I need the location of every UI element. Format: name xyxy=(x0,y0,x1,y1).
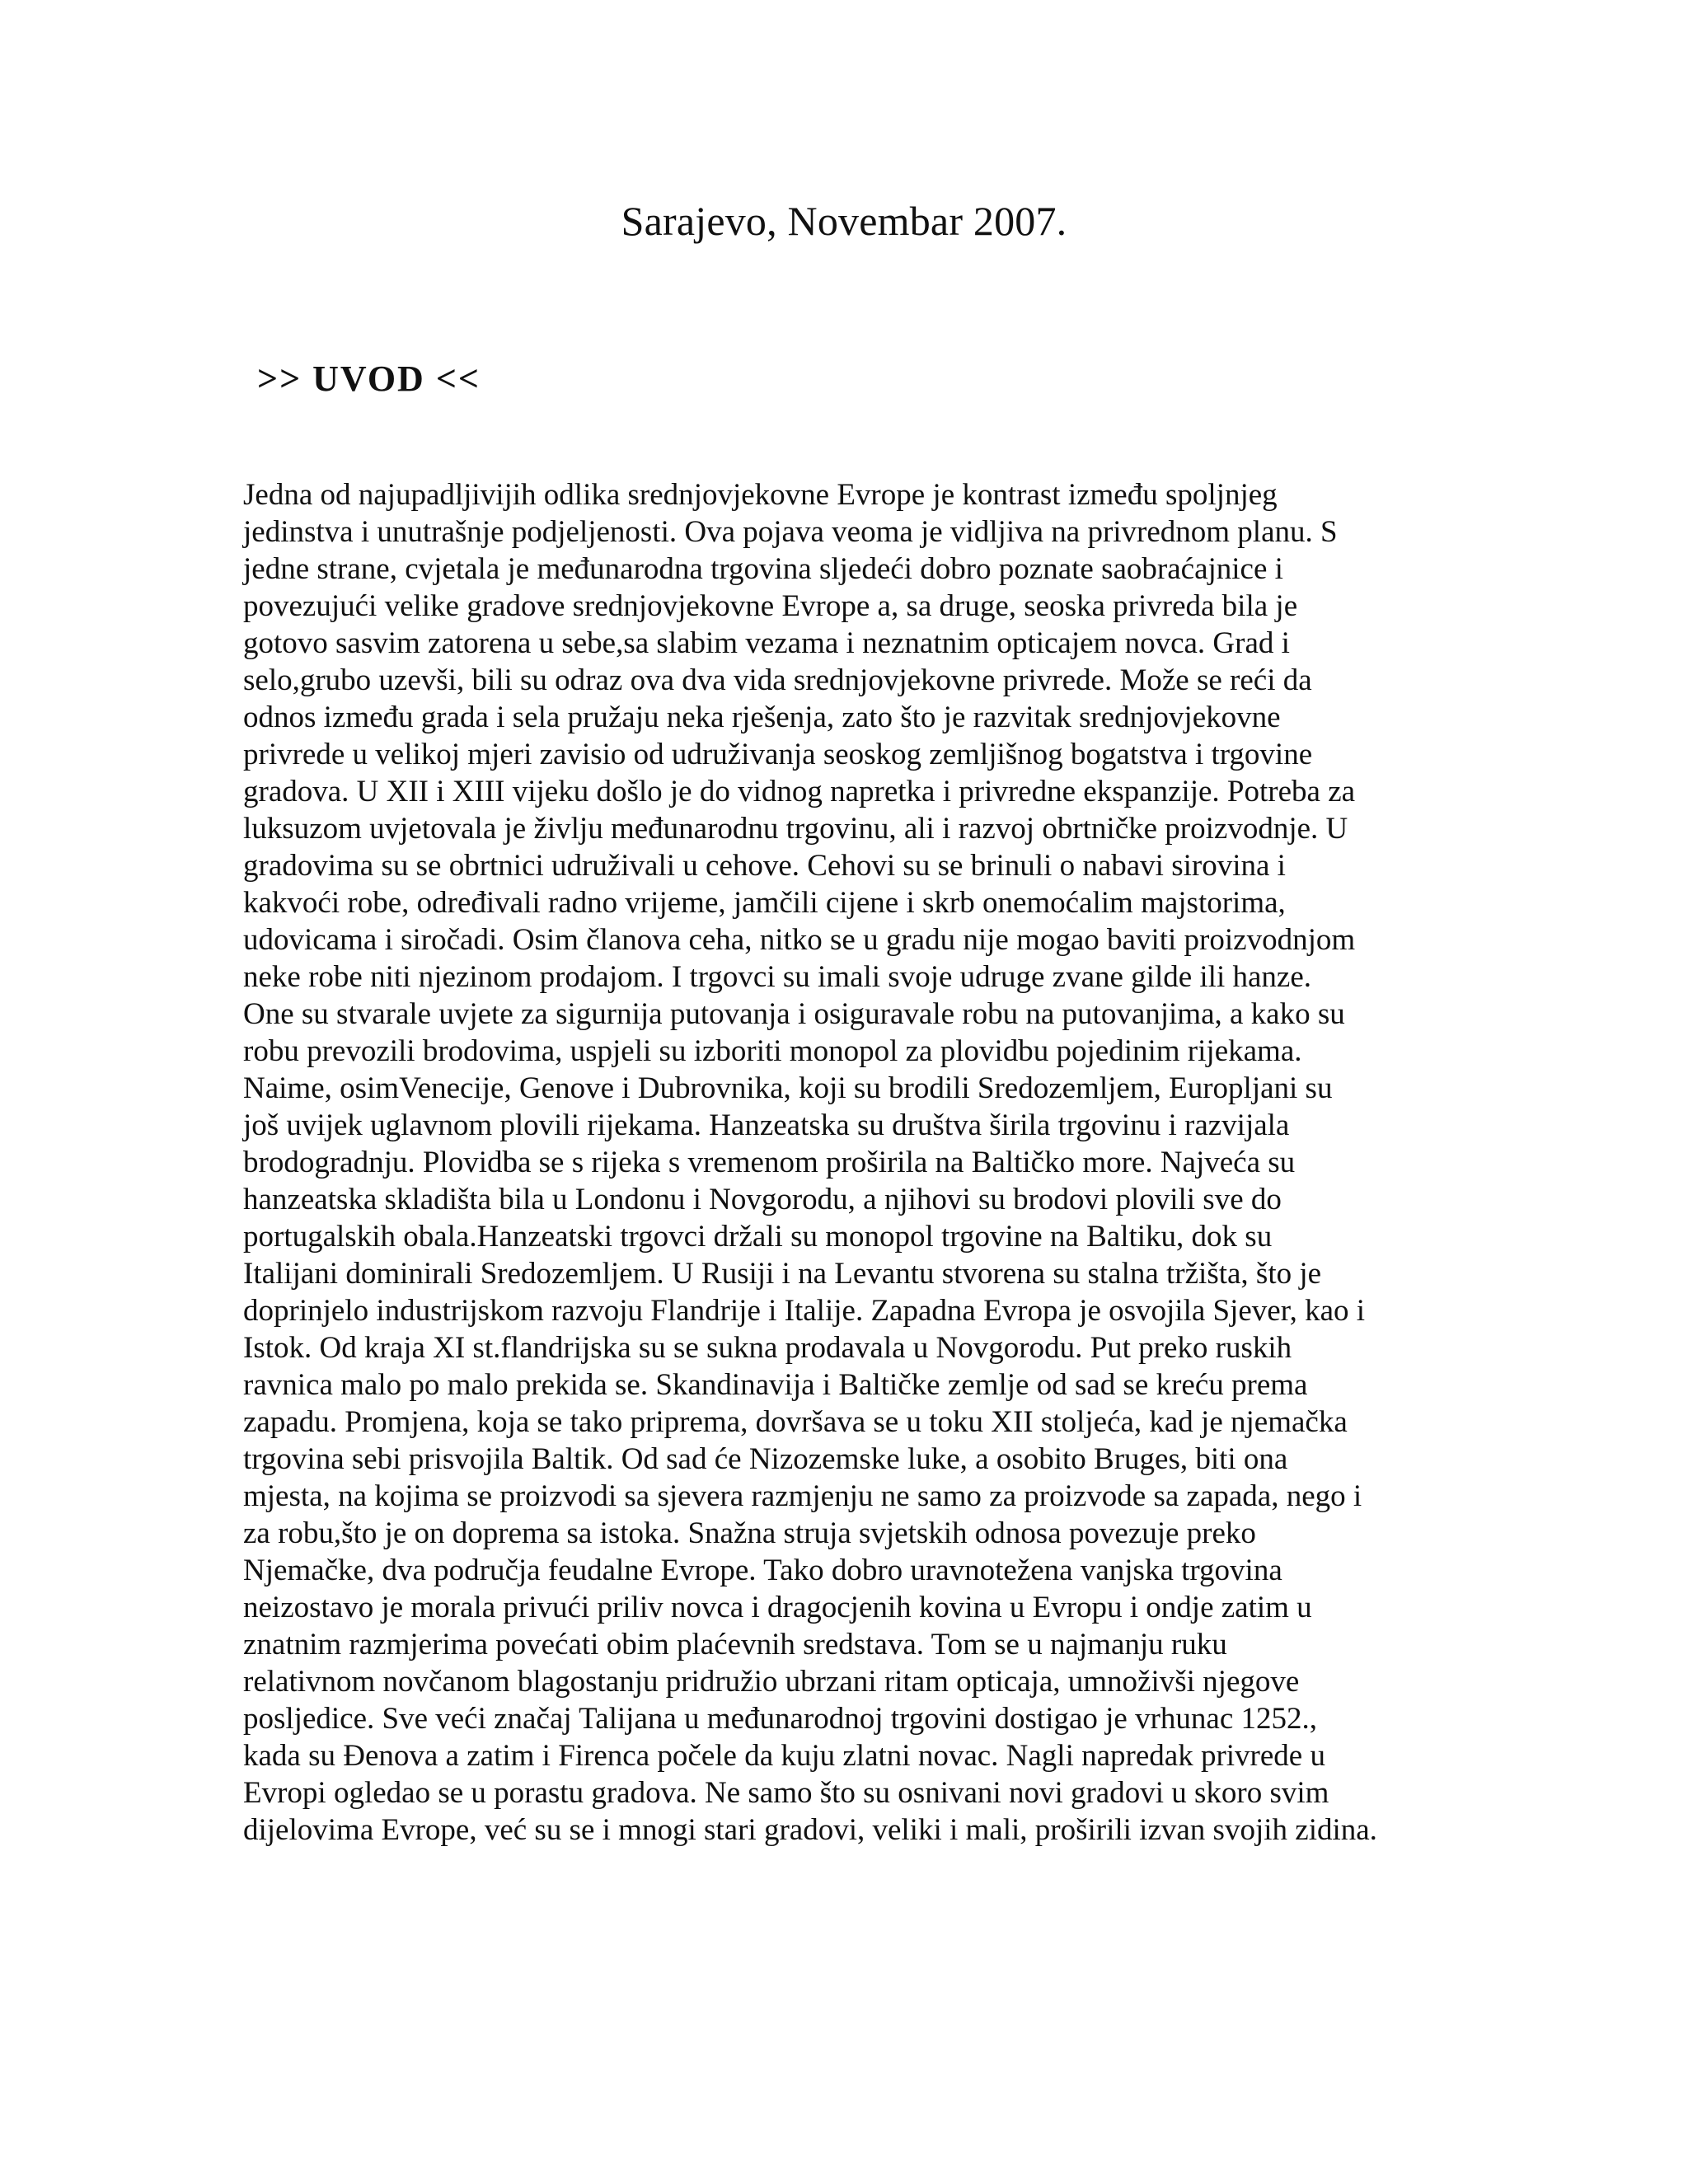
text-line: Jedna od najupadljivijih odlika srednjovjekovne Evrope je kontrast između spoljnjeg xyxy=(243,478,1278,512)
text-line: luksuzom uvjetovala je življu međunarodnu trgovinu, ali i razvoj obrtničke proizvodnje. U xyxy=(243,812,1348,846)
text-line: gotovo sasvim zatorena u sebe,sa slabim vezama i neznatnim opticajem novca. Grad i xyxy=(243,626,1290,660)
text-line: selo,grubo uzevši, bili su odraz ova dva vida srednjovjekovne privrede. Može se reći da xyxy=(243,663,1312,697)
text-line: ravnica malo po malo prekida se. Skandinavija i Baltičke zemlje od sad se kreću prema xyxy=(243,1368,1308,1402)
text-line: neizostavo je morala privući priliv novca i dragocjenih kovina u Evropu i ondje zatim u xyxy=(243,1591,1312,1624)
text-line: još uvijek uglavnom plovili rijekama. Hanzeatska su društva širila trgovinu i razvijala xyxy=(243,1108,1290,1142)
text-line: brodogradnju. Plovidba se s rijeka s vremenom proširila na Baltičko more. Najveća su xyxy=(243,1146,1296,1179)
text-line: dijelovima Evrope, već su se i mnogi stari gradovi, veliki i mali, proširili izvan svojih zidina. xyxy=(243,1813,1377,1847)
text-line: udovicama i siročadi. Osim članova ceha, nitko se u gradu nije mogao baviti proizvodnjom xyxy=(243,923,1356,957)
text-line: hanzeatska skladišta bila u Londonu i Novgorodu, a njihovi su brodovi plovili sve do xyxy=(243,1183,1282,1216)
text-line: odnos između grada i sela pružaju neka rješenja, zato što je razvitak srednjovjekovne xyxy=(243,701,1281,734)
text-line: zapadu. Promjena, koja se tako priprema, dovršava se u toku XII stoljeća, kad je njemačka xyxy=(243,1405,1348,1439)
text-line: trgovina sebi prisvojila Baltik. Od sad će Nizozemske luke, a osobito Bruges, biti ona xyxy=(243,1442,1288,1476)
text-line: neke robe niti njezinom prodajom. I trgovci su imali svoje udruge zvane gilde ili hanze. xyxy=(243,960,1312,994)
text-line: znatnim razmjerima povećati obim plaćevnih sredstava. Tom se u najmanju ruku xyxy=(243,1628,1227,1661)
text-line: za robu,što je on doprema sa istoka. Snažna struja svjetskih odnosa povezuje preko xyxy=(243,1516,1256,1550)
date-line: Sarajevo, Novembar 2007. xyxy=(621,198,1067,244)
text-line: privrede u velikoj mjeri zavisio od udruživanja seoskog zemljišnog bogatstva i trgovine xyxy=(243,738,1313,771)
text-line: Naime, osimVenecije, Genove i Dubrovnika, koji su brodili Sredozemljem, Europljani su xyxy=(243,1071,1333,1105)
text-line: gradovima su se obrtnici udruživali u cehove. Cehovi su se brinuli o nabavi sirovina i xyxy=(243,849,1286,883)
text-line: povezujući velike gradove srednjovjekovne Evrope a, sa druge, seoska privreda bila je xyxy=(243,589,1298,623)
text-line: Istok. Od kraja XI st.flandrijska su se sukna prodavala u Novgorodu. Put preko ruskih xyxy=(243,1331,1292,1365)
text-line: portugalskih obala.Hanzeatski trgovci držali su monopol trgovine na Baltiku, dok su xyxy=(243,1220,1273,1254)
text-line: kada su Đenova a zatim i Firenca počele da kuju zlatni novac. Nagli napredak privrede u xyxy=(243,1739,1325,1773)
text-line: Italijani dominirali Sredozemljem. U Rusiji i na Levantu stvorena su stalna tržišta, što je xyxy=(243,1257,1322,1291)
text-line: Evropi ogledao se u porastu gradova. Ne samo što su osnivani novi gradovi u skoro svim xyxy=(243,1776,1329,1810)
text-line: relativnom novčanom blagostanju pridružio ubrzani ritam opticaja, umnoživši njegove xyxy=(243,1665,1300,1699)
section-heading: >> UVOD << xyxy=(257,359,481,399)
text-line: mjesta, na kojima se proizvodi sa sjevera razmjenju ne samo za proizvode sa zapada, nego i xyxy=(243,1479,1362,1513)
text-line: doprinjelo industrijskom razvoju Flandrije i Italije. Zapadna Evropa je osvojila Sjever, kao i xyxy=(243,1294,1366,1328)
text-line: posljedice. Sve veći značaj Talijana u međunarodnoj trgovini dostigao je vrhunac 1252., xyxy=(243,1702,1318,1736)
text-line: robu prevozili brodovima, uspjeli su izboriti monopol za plovidbu pojedinim rijekama. xyxy=(243,1034,1302,1068)
text-line: gradova. U XII i XIII vijeku došlo je do vidnog napretka i privredne ekspanzije. Potreba za xyxy=(243,775,1356,808)
text-line: jedne strane, cvjetala je međunarodna trgovina sljedeći dobro poznate saobraćajnice i xyxy=(243,552,1283,586)
text-line: Njemačke, dva područja feudalne Evrope. Tako dobro uravnotežena vanjska trgovina xyxy=(243,1554,1282,1587)
text-line: One su stvarale uvjete za sigurnija putovanja i osiguravale robu na putovanjima, a kako su xyxy=(243,997,1345,1031)
body-paragraph xyxy=(243,476,1447,1849)
text-line: kakvoći robe, određivali radno vrijeme, jamčili cijene i skrb onemoćalim majstorima, xyxy=(243,886,1286,920)
text-line: jedinstva i unutrašnje podjeljenosti. Ova pojava veoma je vidljiva na privrednom planu. S xyxy=(243,515,1338,549)
